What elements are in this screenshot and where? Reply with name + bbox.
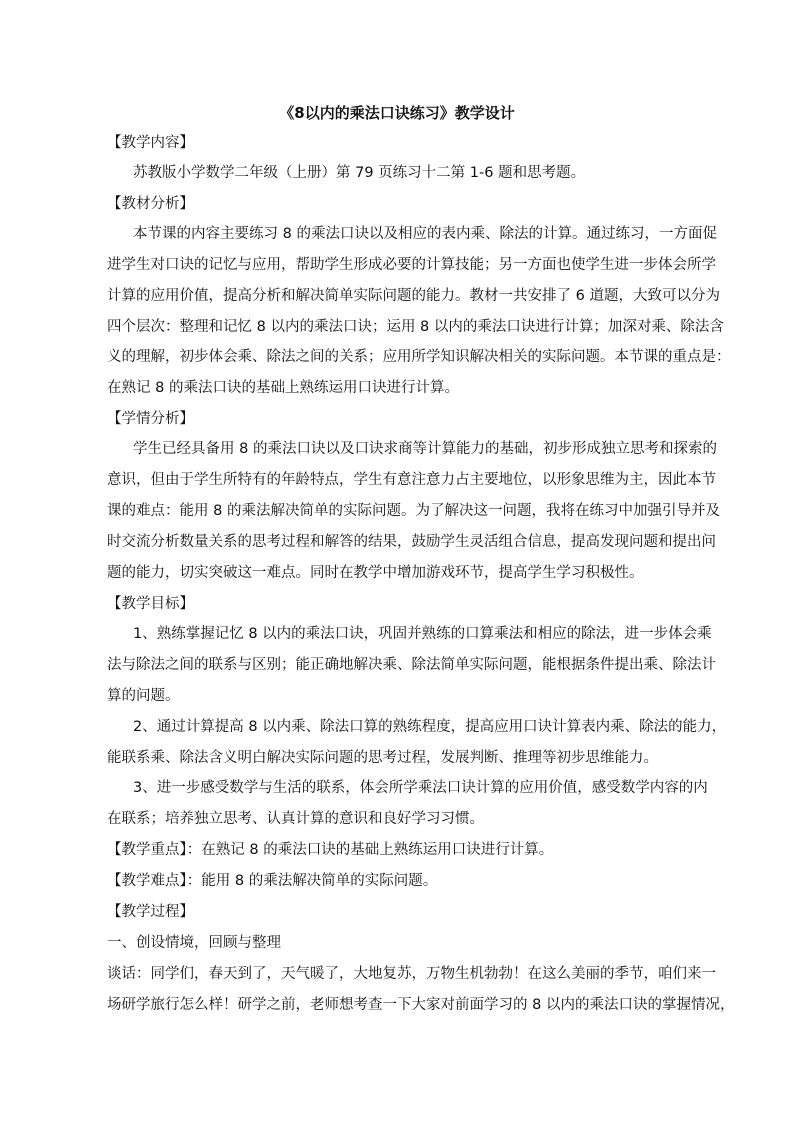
analysis-line: 进学生对口诀的记忆与应用，帮助学生形成必要的计算技能；另一方面也使学生进一步体会所学 [107, 257, 716, 273]
process-subheading: 一、创设情境，回顾与整理 [107, 935, 281, 951]
analysis-line: 本节课的内容主要练习 8 的乘法口诀以及相应的表内乘、除法的计算。通过练习，一方面促 [133, 226, 717, 242]
analysis-line: 四个层次：整理和记忆 8 以内的乘法口诀；运用 8 以内的乘法口诀进行计算；加深对乘、除法含 [107, 319, 724, 335]
difficulty-point: 【教学难点】：能用 8 的乘法解决简单的实际问题。 [107, 873, 438, 889]
student-line: 意识，但由于学生所特有的年龄特点，学生有意注意力占主要地位，以形象思维为主，因此本节 [107, 472, 716, 488]
document-title: 《8以内的乘法口诀练习》教学设计 [279, 104, 515, 122]
talk-line: 谈话：同学们，春天到了，天气暖了，大地复苏，万物生机勃勃！在这么美丽的季节，咱们来一 [107, 966, 716, 982]
key-point: 【教学重点】：在熟记 8 的乘法口诀的基础上熟练运用口诀进行计算。 [107, 842, 554, 858]
student-line: 课的难点：能用 8 的乘法解决简单的实际问题。为了解决这一问题，我将在练习中加强引导并及 [107, 503, 720, 519]
analysis-line: 在熟记 8 的乘法口诀的基础上熟练运用口诀进行计算。 [107, 380, 459, 396]
heading-teaching-goals: 【教学目标】 [107, 596, 194, 612]
goal-line: 1、熟练掌握记忆 8 以内的乘法口诀，巩固并熟练的口算乘法和相应的除法，进一步体会乘 [133, 626, 712, 642]
goal-line: 在联系；培养独立思考、认真计算的意识和良好学习习惯。 [107, 811, 484, 827]
teaching-content-text: 苏教版小学数学二年级（上册）第 79 页练习十二第 1-6 题和思考题。 [133, 165, 586, 181]
analysis-line: 计算的应用价值，提高分析和解决简单实际问题的能力。教材一共安排了 6 道题，大致可以分为 [107, 288, 720, 304]
analysis-line: 义的理解，初步体会乘、除法之间的关系；应用所学知识解决相关的实际问题。本节课的重点是： [107, 349, 731, 365]
goal-line: 能联系乘、除法含义明白解决实际问题的思考过程，发展判断、推理等初步思维能力。 [107, 750, 658, 766]
student-line: 时交流分析数量关系的思考过程和解答的结果，鼓励学生灵活组合信息，提高发现问题和提出问 [107, 534, 716, 550]
heading-material-analysis: 【教材分析】 [107, 196, 194, 212]
goal-line: 法与除法之间的联系与区别；能正确地解决乘、除法简单实际问题，能根据条件提出乘、除法计 [107, 657, 716, 673]
student-line: 学生已经具备用 8 的乘法口诀以及口诀求商等计算能力的基础，初步形成独立思考和探索的 [133, 441, 717, 457]
goal-line: 2、通过计算提高 8 以内乘、除法口算的熟练程度，提高应用口诀计算表内乘、除法的能力， [133, 719, 727, 735]
goal-line: 3、进一步感受数学与生活的联系，体会所学乘法口诀计算的应用价值，感受数学内容的内 [133, 780, 708, 796]
goal-line: 算的问题。 [107, 688, 180, 704]
student-line: 题的能力，切实突破这一难点。同时在教学中增加游戏环节，提高学生学习积极性。 [107, 565, 644, 581]
talk-line: 场研学旅行怎么样！研学之前，老师想考查一下大家对前面学习的 8 以内的乘法口诀的掌握情况， [107, 997, 735, 1013]
heading-student-analysis: 【学情分析】 [107, 411, 194, 427]
heading-teaching-content: 【教学内容】 [107, 135, 194, 151]
heading-teaching-process: 【教学过程】 [107, 904, 194, 920]
